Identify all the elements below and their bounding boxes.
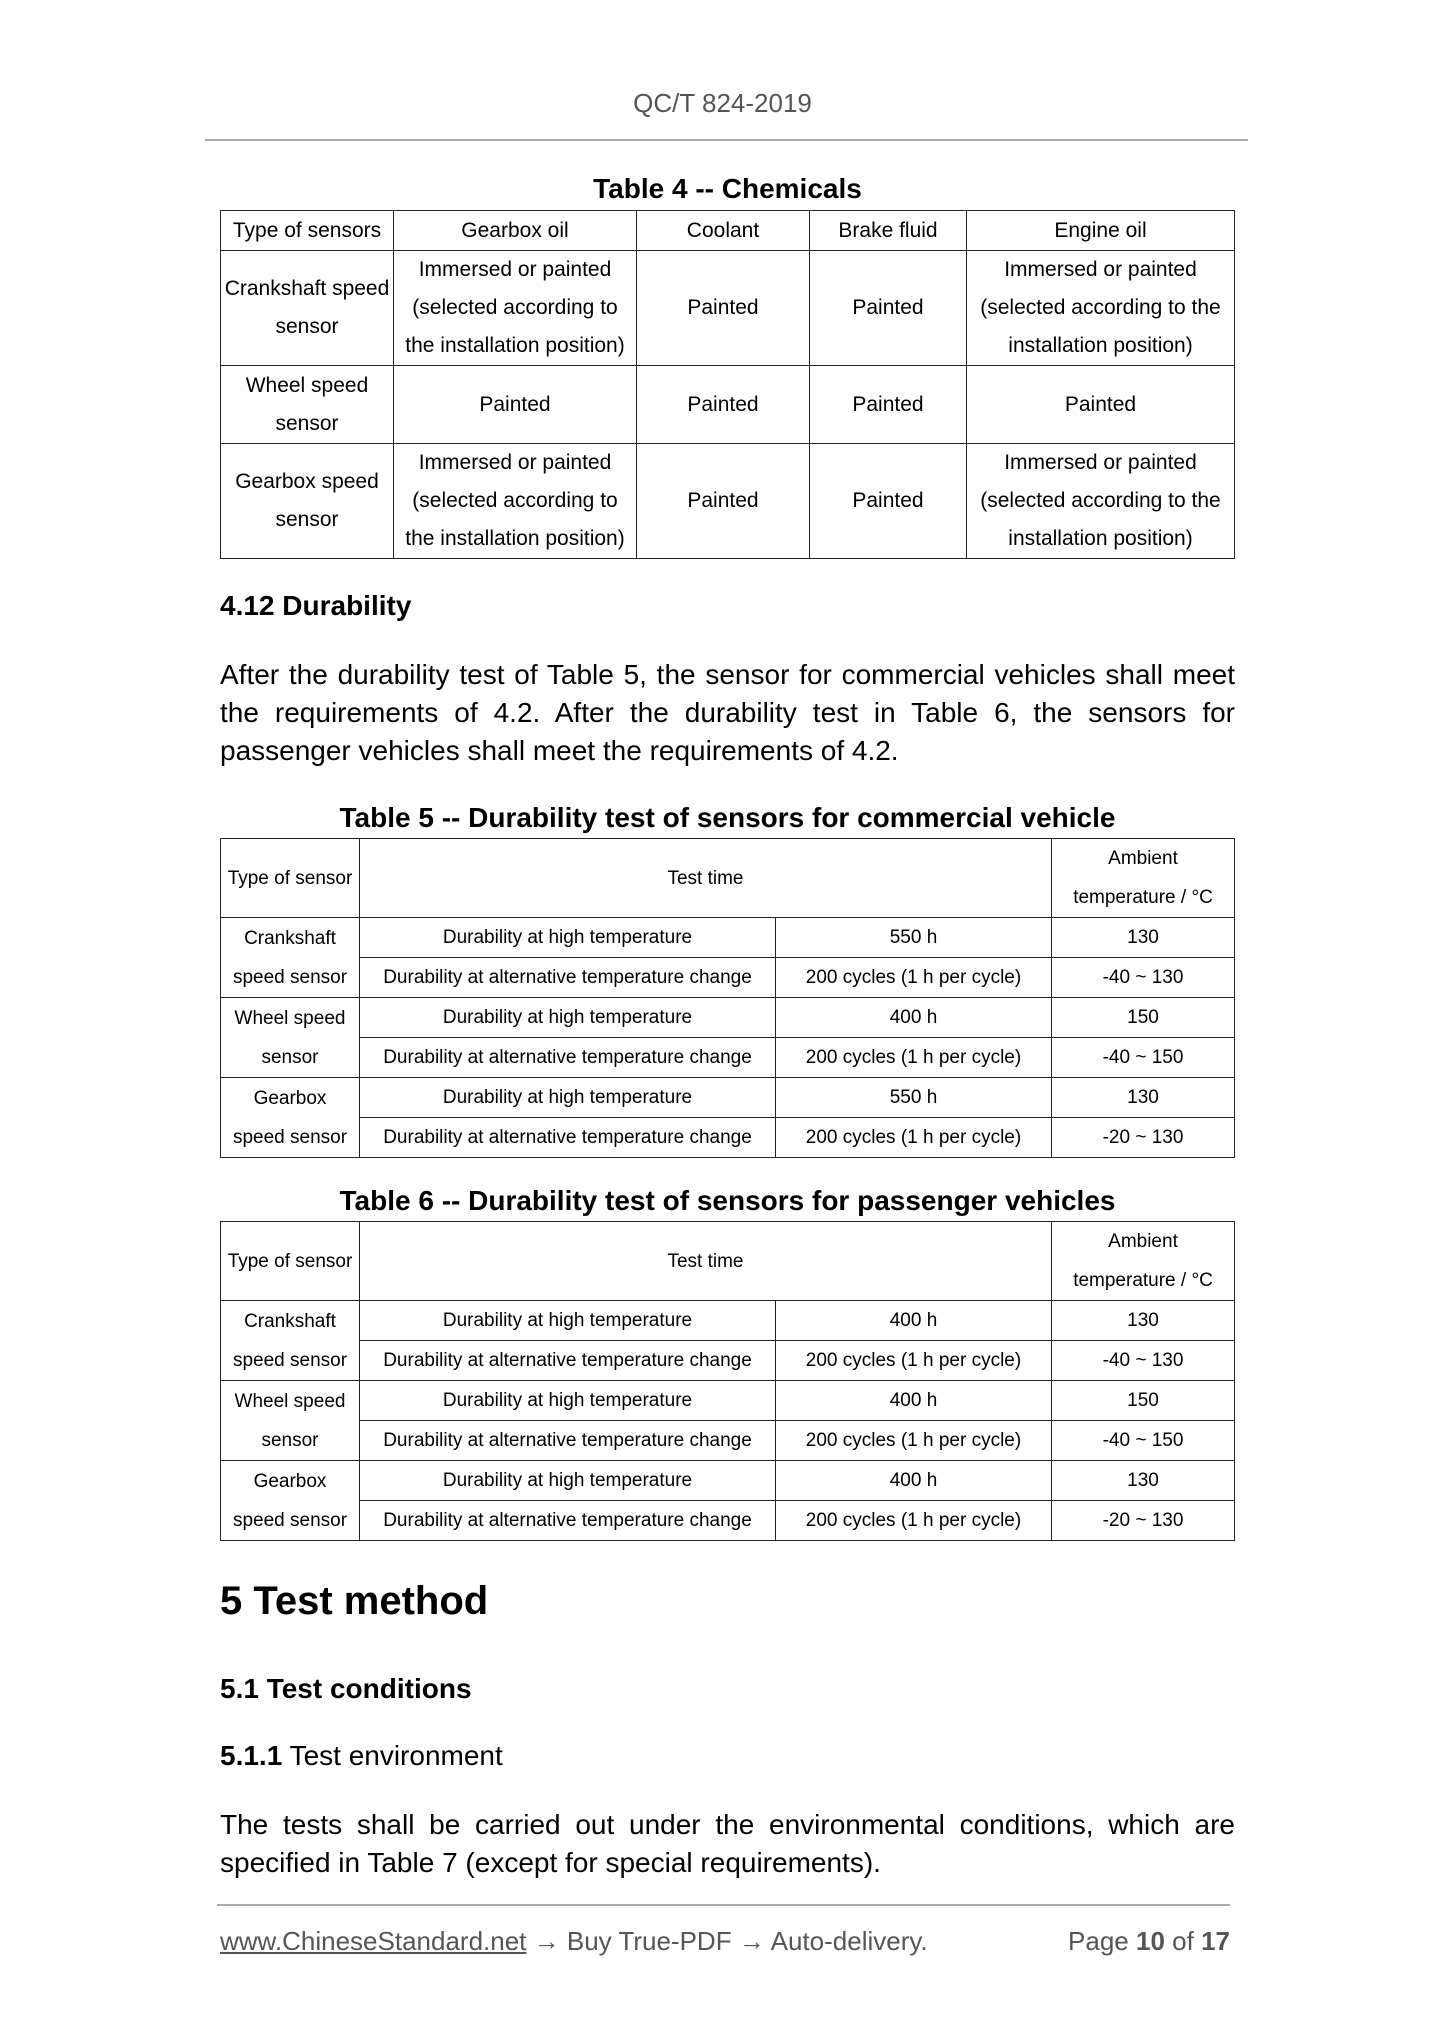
test-name-cell: Durability at high temperature — [360, 918, 776, 958]
table-cell: Painted — [637, 251, 810, 366]
temperature-cell: 130 — [1052, 918, 1235, 958]
temperature-cell: -40 ~ 130 — [1052, 1341, 1235, 1381]
test-duration-cell: 400 h — [776, 998, 1052, 1038]
sensor-type-cell: Wheel speed sensor — [221, 366, 394, 444]
footer — [220, 1926, 1230, 1957]
test-duration-cell: 200 cycles (1 h per cycle) — [776, 1501, 1052, 1541]
table-row — [221, 444, 1235, 559]
table-cell: Immersed or painted (selected according to the installation position) — [967, 444, 1235, 559]
temperature-cell: -40 ~ 150 — [1052, 1421, 1235, 1461]
test-duration-cell: 400 h — [776, 1301, 1052, 1341]
section-number: 5.1.1 — [220, 1740, 283, 1771]
table-row — [221, 1501, 1235, 1541]
table-cell: Painted — [810, 444, 967, 559]
table-row — [221, 958, 1235, 998]
test-name-cell: Durability at alternative temperature change — [360, 1118, 776, 1158]
table6-title: Table 6 -- Durability test of sensors for passenger vehicles — [339, 1185, 1116, 1216]
arrow-icon: → — [533, 1926, 560, 1956]
sensor-name-line: Wheel speed — [234, 1390, 346, 1412]
test-duration-cell: 200 cycles (1 h per cycle) — [776, 1038, 1052, 1078]
sensor-type-cell — [221, 1078, 360, 1158]
sensor-name-line: speed sensor — [232, 966, 348, 988]
footer-divider — [217, 1904, 1230, 1906]
table5-title: Table 5 -- Durability test of sensors for commercial vehicle — [339, 802, 1116, 833]
column-header-sensor: Type of sensor — [221, 1222, 360, 1301]
temperature-cell: -40 ~ 150 — [1052, 1038, 1235, 1078]
table-cell: Immersed or painted (selected according to the installation position) — [394, 251, 637, 366]
test-name-cell: Durability at high temperature — [360, 1381, 776, 1421]
test-name-cell: Durability at alternative temperature change — [360, 1501, 776, 1541]
table-row — [221, 251, 1235, 366]
sensor-name-line: Gearbox — [253, 1087, 327, 1109]
column-header-ambient: Ambient temperature / °C — [1052, 839, 1235, 918]
sensor-name-line: Wheel speed — [234, 1007, 346, 1029]
temperature-cell: -20 ~ 130 — [1052, 1118, 1235, 1158]
test-name-cell: Durability at high temperature — [360, 1078, 776, 1118]
table-row — [221, 1038, 1235, 1078]
table-row — [221, 918, 1235, 958]
column-header-ambient: Ambient temperature / °C — [1052, 1222, 1235, 1301]
test-duration-cell: 550 h — [776, 918, 1052, 958]
temperature-cell: 150 — [1052, 1381, 1235, 1421]
sensor-name-line: Gearbox — [253, 1470, 327, 1492]
table-cell: Immersed or painted (selected according to the installation position) — [394, 444, 637, 559]
sensor-type-cell: Gearbox speed sensor — [221, 444, 394, 559]
sensor-name-line: Crankshaft — [244, 1310, 336, 1332]
page-indicator — [1068, 1926, 1230, 1957]
temperature-cell: 130 — [1052, 1301, 1235, 1341]
column-header: Brake fluid — [810, 211, 967, 251]
test-name-cell: Durability at alternative temperature change — [360, 1038, 776, 1078]
page-label: Page — [1068, 1926, 1129, 1956]
buy-text: Buy True-PDF — [566, 1926, 732, 1956]
page-total: 17 — [1201, 1926, 1230, 1956]
durability-paragraph: After the durability test of Table 5, the sensor for commercial vehicles shall meet the requirements of 4.2. After the durability test in Table 6, the sensors for passenger vehicles shall meet the requirements of 4.2. — [220, 659, 1235, 766]
sensor-type-cell — [221, 998, 360, 1078]
of-label: of — [1172, 1926, 1194, 1956]
test-name-cell: Durability at high temperature — [360, 1461, 776, 1501]
section-heading-5-1: 5.1 Test conditions — [220, 1673, 472, 1704]
table-row — [221, 1461, 1235, 1501]
column-header: Coolant — [637, 211, 810, 251]
page-number: 10 — [1136, 1926, 1165, 1956]
table-cell: Immersed or painted (selected according to the installation position) — [967, 251, 1235, 366]
temperature-cell: -40 ~ 130 — [1052, 958, 1235, 998]
column-header: Type of sensors — [221, 211, 394, 251]
column-header-sensor: Type of sensor — [221, 839, 360, 918]
website-link[interactable]: www.ChineseStandard.net — [220, 1926, 527, 1956]
table4-title: Table 4 -- Chemicals — [593, 173, 862, 204]
header-divider — [205, 139, 1248, 141]
test-name-cell: Durability at high temperature — [360, 1301, 776, 1341]
sensor-type-cell — [221, 918, 360, 998]
arrow-icon: → — [738, 1926, 765, 1956]
test-duration-cell: 400 h — [776, 1461, 1052, 1501]
commercial-durability-table — [220, 838, 1235, 1158]
sensor-name-line: speed sensor — [232, 1509, 348, 1531]
column-header-test-time: Test time — [360, 1222, 1052, 1301]
sensor-name-line: sensor — [261, 1429, 319, 1451]
test-name-cell: Durability at alternative temperature change — [360, 958, 776, 998]
table-cell: Painted — [810, 366, 967, 444]
temperature-cell: 150 — [1052, 998, 1235, 1038]
table-row — [221, 1078, 1235, 1118]
section-heading-5: 5 Test method — [220, 1579, 489, 1623]
test-environment-paragraph: The tests shall be carried out under the environmental conditions, which are specified in Table 7 (except for special requirements). — [220, 1809, 1235, 1878]
chemicals-table — [220, 210, 1235, 559]
test-name-cell: Durability at alternative temperature change — [360, 1341, 776, 1381]
sensor-type-cell — [221, 1461, 360, 1541]
table-row — [221, 1381, 1235, 1421]
table-cell: Painted — [637, 444, 810, 559]
test-duration-cell: 550 h — [776, 1078, 1052, 1118]
sensor-name-line: speed sensor — [232, 1126, 348, 1148]
temperature-cell: 130 — [1052, 1078, 1235, 1118]
sensor-name-line: speed sensor — [232, 1349, 348, 1371]
test-name-cell: Durability at alternative temperature change — [360, 1421, 776, 1461]
table-header-row — [221, 1222, 1235, 1301]
table-cell: Painted — [637, 366, 810, 444]
table-row — [221, 1118, 1235, 1158]
section-heading-4-12: 4.12 Durability — [220, 590, 412, 621]
test-duration-cell: 400 h — [776, 1381, 1052, 1421]
table-row — [221, 1341, 1235, 1381]
passenger-durability-table — [220, 1221, 1235, 1541]
test-duration-cell: 200 cycles (1 h per cycle) — [776, 958, 1052, 998]
temperature-cell: 130 — [1052, 1461, 1235, 1501]
table-cell: Painted — [810, 251, 967, 366]
table-header-row — [221, 211, 1235, 251]
table-row — [221, 366, 1235, 444]
sensor-name-line: sensor — [261, 1046, 319, 1068]
test-duration-cell: 200 cycles (1 h per cycle) — [776, 1341, 1052, 1381]
column-header: Engine oil — [967, 211, 1235, 251]
sensor-type-cell — [221, 1381, 360, 1461]
test-duration-cell: 200 cycles (1 h per cycle) — [776, 1118, 1052, 1158]
document-id-header: QC/T 824-2019 — [633, 88, 812, 118]
delivery-text: Auto-delivery. — [770, 1926, 928, 1956]
temperature-cell: -20 ~ 130 — [1052, 1501, 1235, 1541]
sensor-name-line: Crankshaft — [244, 927, 336, 949]
table-row — [221, 1301, 1235, 1341]
test-duration-cell: 200 cycles (1 h per cycle) — [776, 1421, 1052, 1461]
column-header: Gearbox oil — [394, 211, 637, 251]
section-heading-5-1-1 — [220, 1740, 503, 1772]
table-cell: Painted — [394, 366, 637, 444]
test-name-cell: Durability at high temperature — [360, 998, 776, 1038]
table-cell: Painted — [967, 366, 1235, 444]
sensor-type-cell — [221, 1301, 360, 1381]
table-row — [221, 998, 1235, 1038]
section-title: Test environment — [289, 1740, 503, 1771]
table-row — [221, 1421, 1235, 1461]
column-header-test-time: Test time — [360, 839, 1052, 918]
sensor-type-cell: Crankshaft speed sensor — [221, 251, 394, 366]
table-header-row — [221, 839, 1235, 918]
